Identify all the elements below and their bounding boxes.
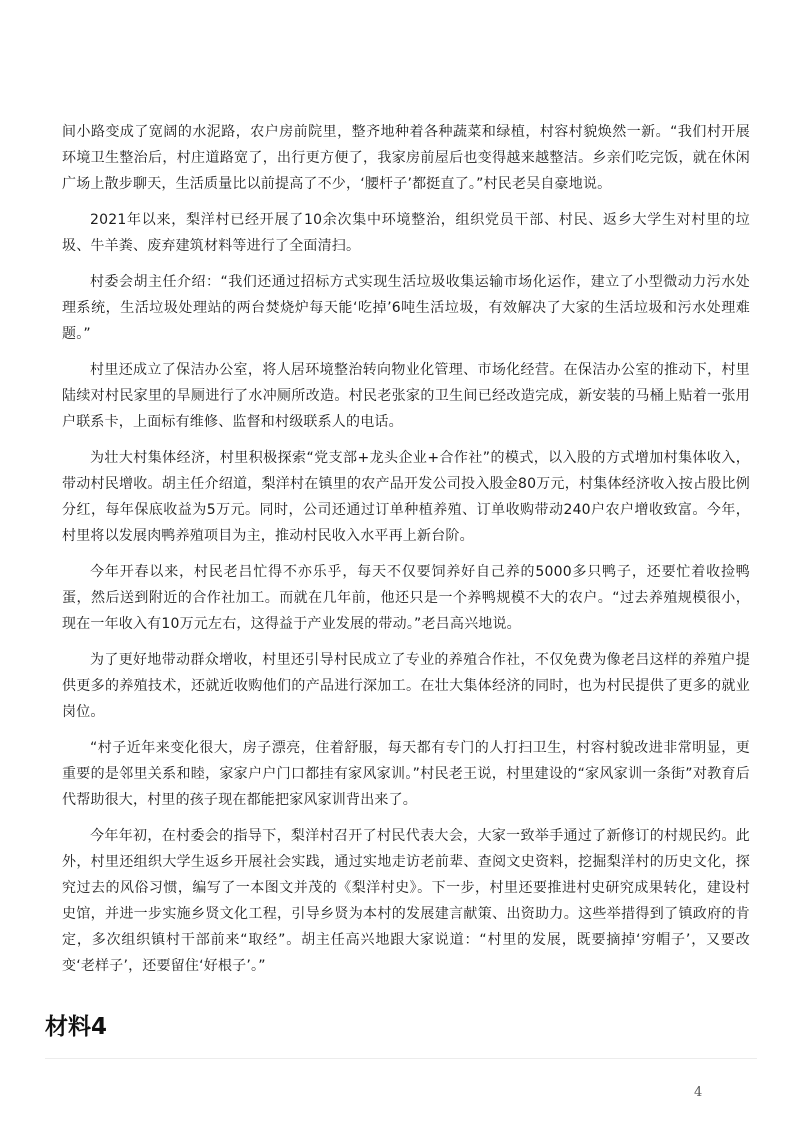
divider	[45, 1058, 757, 1059]
page-number: 4	[694, 1085, 703, 1100]
paragraph-collective-economy: 为壮大村集体经济，村里积极探索“党支部+龙头企业+合作社”的模式，以入股的方式增加村集体收入，带动村民增收。胡主任介绍道，梨洋村在镇里的农产品开发公司投入股金80万元，村集体经济收入按占股比例分红，每年保底收益为5万元。同时，公司还通过订单种植养殖、订单收购带动240户农户增收致富。今年，村里将以发展肉鸭养殖项目为主，推动村民收入水平再上新台阶。	[62, 450, 750, 544]
paragraph-cleanup: 2021年以来，梨洋村已经开展了10余次集中环境整治，组织党员干部、村民、返乡大学生对村里的垃圾、牛羊粪、废弃建筑材料等进行了全面清扫。	[62, 212, 750, 254]
paragraph-family-values: “村子近年来变化很大，房子漂亮，住着舒服，每天都有专门的人打扫卫生，村容村貌改进非常明显，更重要的是邻里关系和睦，家家户户门口都挂有家风家训。”村民老王说，村里建设的“家风家训一条街”对教育后代帮助很大，村里的孩子现在都能把家风家训背出来了。	[62, 740, 750, 808]
section-heading: 材料4	[45, 1014, 108, 1040]
article-body	[62, 119, 750, 989]
paragraph-duck-farmer: 今年开春以来，村民老吕忙得不亦乐乎，每天不仅要饲养好自己养的5000多只鸭子，还要忙着收捡鸭蛋，然后送到附近的合作社加工。而就在几年前，他还只是一个养鸭规模不大的农户。“过去养殖规模很小，现在一年收入有10万元左右，这得益于产业发展的带动。”老吕高兴地说。	[62, 564, 750, 632]
paragraph-cooperative: 为了更好地带动群众增收，村里还引导村民成立了专业的养殖合作社，不仅免费为像老吕这样的养殖户提供更多的养殖技术，还就近收购他们的产品进行深加工。在壮大集体经济的同时，也为村民提供了更多的就业岗位。	[62, 652, 750, 720]
paragraph-village-history: 今年年初，在村委会的指导下，梨洋村召开了村民代表大会，大家一致举手通过了新修订的村规民约。此外，村里还组织大学生返乡开展社会实践，通过实地走访老前辈、查阅文史资料，挖掘梨洋村的历史文化，探究过去的风俗习惯，编写了一本图文并茂的《梨洋村史》。下一步，村里还要推进村史研究成果转化，建设村史馆，并进一步实施乡贤文化工程，引导乡贤为本村的发展建言献策、出资助力。这些举措得到了镇政府的肯定，多次组织镇村干部前来“取经”。胡主任高兴地跟大家说道：“村里的发展，既要摘掉‘穷帽子’，又要改变‘老样子’，还要留住‘好根子’。”	[62, 828, 750, 974]
paragraph-cleaning-office: 村里还成立了保洁办公室，将人居环境整治转向物业化管理、市场化经营。在保洁办公室的推动下，村里陆续对村民家里的旱厕进行了水冲厕所改造。村民老张家的卫生间已经改造完成，新安装的马桶上贴着一张用户联系卡，上面标有维修、监督和村级联系人的电话。	[62, 362, 750, 430]
paragraph-continuation: 间小路变成了宽阔的水泥路，农户房前院里，整齐地种着各种蔬菜和绿植，村容村貌焕然一新。“我们村开展环境卫生整治后，村庄道路宽了，出行更方便了，我家房前屋后也变得越来越整洁。乡亲们吃完饭，就在休闲广场上散步聊天，生活质量比以前提高了不少，‘腰杆子’都挺直了。”村民老吴自豪地说。	[62, 124, 750, 192]
paragraph-waste-processing: 村委会胡主任介绍：“我们还通过招标方式实现生活垃圾收集运输市场化运作，建立了小型微动力污水处理系统，生活垃圾处理站的两台焚烧炉每天能‘吃掉’6吨生活垃圾，有效解决了大家的生活垃圾和污水处理难题。”	[62, 274, 750, 342]
